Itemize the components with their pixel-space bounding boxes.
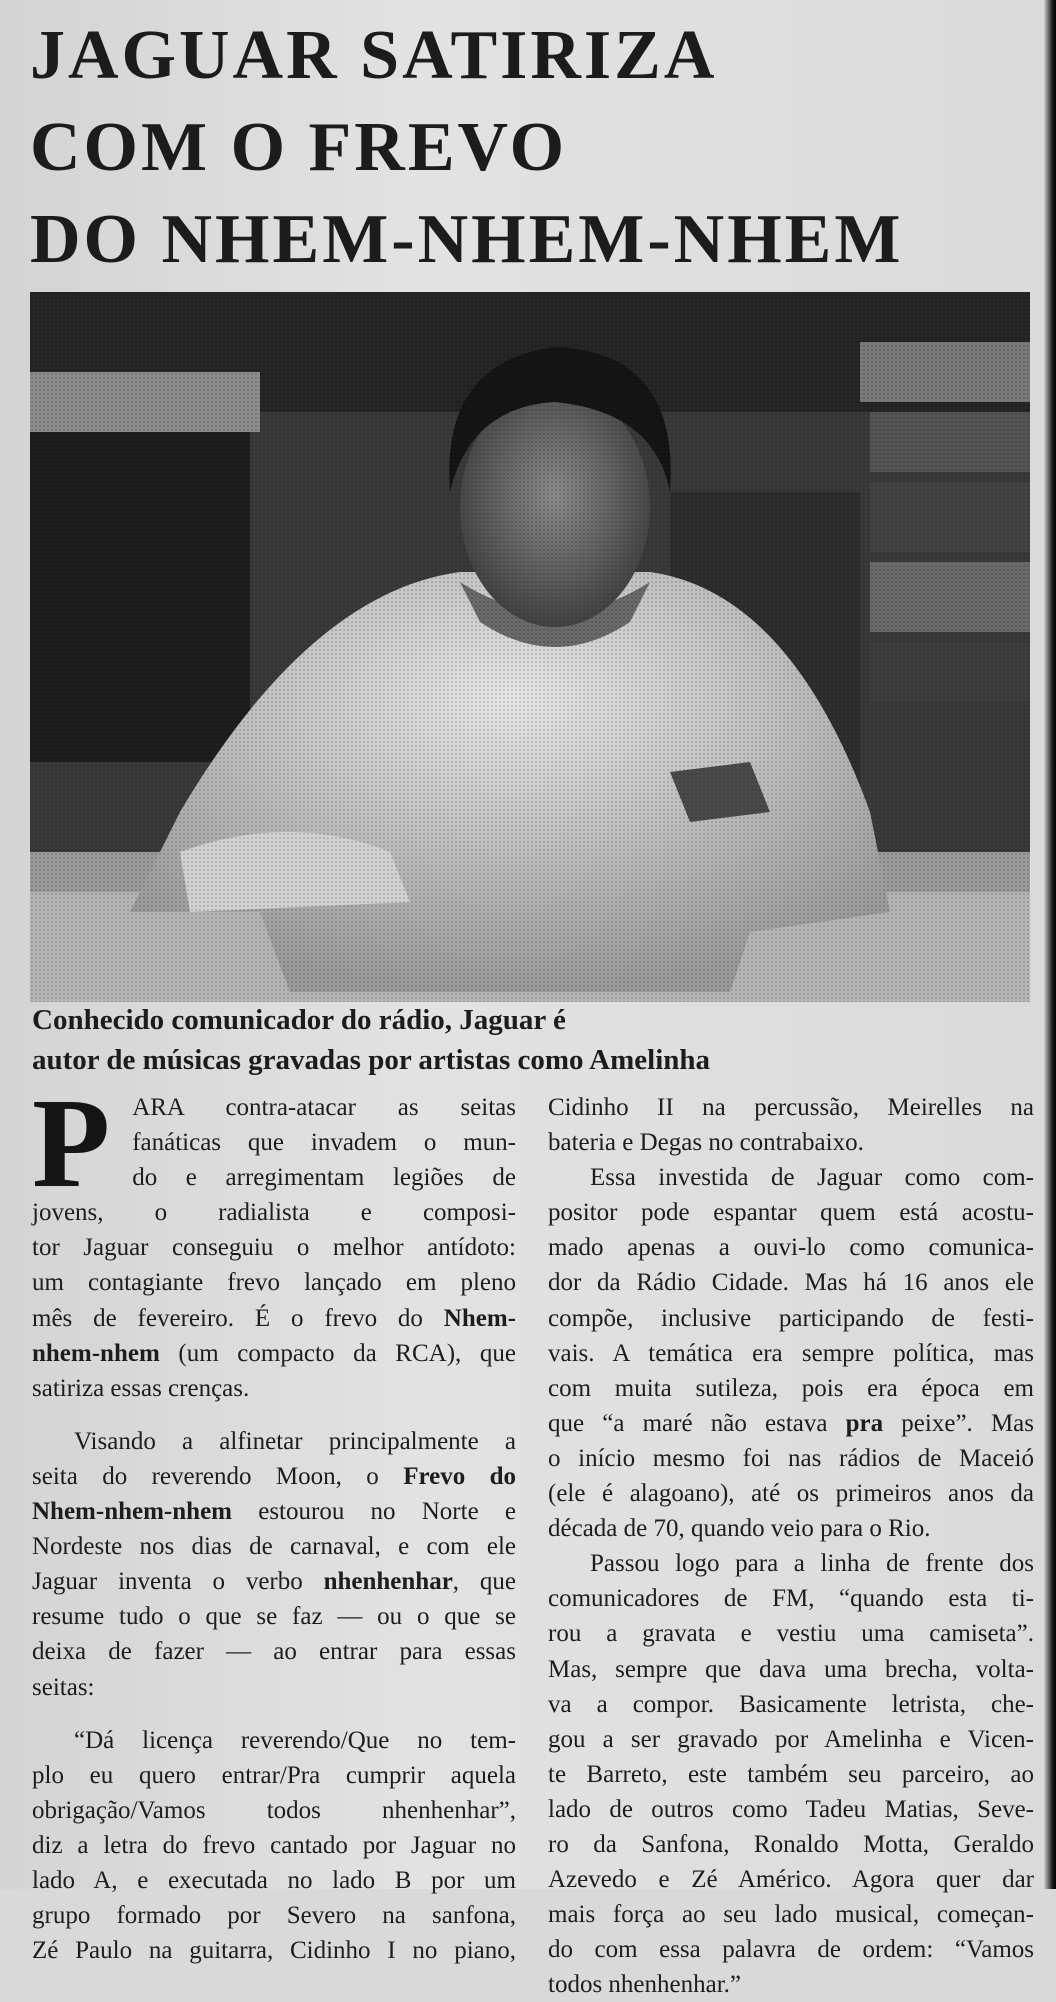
text-line: ARA contra-atacar as seitas (132, 1094, 516, 1121)
photo-caption (32, 1000, 1032, 1080)
text-line: grupo formado por Severo na sanfona, (32, 1902, 516, 1930)
text-line (32, 1459, 516, 1494)
headline (30, 10, 1020, 286)
paragraph-5 (548, 1546, 1034, 2002)
text-line: lado de outros como Tadeu Matias, Seve- (548, 1795, 1034, 1823)
text-run: que “a maré não estava (548, 1409, 846, 1437)
text-line: satiriza essas crenças. (32, 1374, 250, 1402)
text-run: mês de fevereiro. É o frevo do (32, 1304, 444, 1332)
text-line: fanáticas que invadem o mun- (132, 1129, 516, 1157)
caption-line-2: autor de músicas gravadas por artistas como Amelinha (32, 1044, 711, 1076)
paragraph-1 (32, 1072, 516, 1406)
text-line: mais força ao seu lado musical, começan- (548, 1901, 1034, 1929)
text-line: Essa investida de Jaguar como com- (590, 1164, 1034, 1192)
text-line: te Barreto, este também seu parceiro, ao (548, 1760, 1034, 1788)
text-line: Mas, sempre que dava uma brecha, volta- (548, 1655, 1034, 1683)
paragraph-2 (32, 1424, 516, 1705)
text-line: ro da Sanfona, Ronaldo Motta, Geraldo (548, 1830, 1034, 1858)
text-line: obrigação/Vamos todos nhenhenhar”, (32, 1796, 516, 1824)
text-run: estourou no Norte e (232, 1498, 516, 1526)
text-line: resume tudo o que se faz — ou o que se (32, 1603, 516, 1631)
text-line (548, 1406, 1034, 1441)
text-line: (ele é alagoano), até os primeiros anos da (548, 1480, 1034, 1508)
paragraph-3-continued (548, 1090, 1034, 1160)
text-line (32, 1301, 516, 1336)
text-run: seita do reverendo Moon, o (32, 1462, 404, 1490)
text-line: compõe, inclusive participando de festi- (548, 1304, 1034, 1332)
text-line: do com essa palavra de ordem: “Vamos (548, 1936, 1034, 1964)
headline-line-2: COM O FREVO (30, 109, 568, 186)
text-line: diz a letra do frevo cantado por Jaguar no (32, 1831, 516, 1859)
text-line: Zé Paulo na guitarra, Cidinho I no piano, (32, 1937, 516, 1965)
paragraph-3 (32, 1723, 516, 1969)
paragraph-4 (548, 1160, 1034, 1546)
photo-illustration (30, 292, 1030, 1002)
text-run-bold: Nhem- (443, 1304, 516, 1332)
headline-line-1: JAGUAR SATIRIZA (30, 17, 718, 94)
headline-line-3: DO NHEM-NHEM-NHEM (30, 201, 904, 278)
text-line: tor Jaguar conseguiu o melhor antídoto: (32, 1234, 516, 1262)
text-line: lado A, e executada no lado B por um (32, 1866, 516, 1894)
text-run: Jaguar inventa o verbo (32, 1568, 324, 1596)
text-line: seitas: (32, 1673, 95, 1701)
text-run-bold: nhem-nhem (32, 1339, 160, 1367)
page-edge-shadow (1044, 0, 1056, 1889)
text-line: Passou logo para a linha de frente dos (590, 1550, 1034, 1578)
text-line: o início mesmo foi nas rádios de Maceió (548, 1444, 1034, 1472)
text-line: rou a gravata e vestiu uma camiseta”. (548, 1620, 1034, 1648)
text-line: plo eu quero entrar/Pra cumprir aquela (32, 1761, 516, 1789)
text-line: Visando a alfinetar principalmente a (74, 1427, 516, 1455)
text-line: do e arregimentam legiões de (132, 1164, 516, 1192)
text-run: , que (452, 1568, 516, 1596)
text-line: um contagiante frevo lançado em pleno (32, 1269, 516, 1297)
text-line: Azevedo e Zé Américo. Agora quer dar (548, 1866, 1034, 1894)
text-run-bold: Nhem-nhem-nhem (32, 1498, 232, 1526)
text-run: (um compacto da RCA), que (159, 1339, 516, 1367)
text-line: dor da Rádio Cidade. Mas há 16 anos ele (548, 1269, 1034, 1297)
text-line: deixa de fazer — ao entrar para essas (32, 1638, 516, 1666)
text-run: peixe”. Mas (883, 1409, 1035, 1437)
article-column-left (32, 1072, 516, 1968)
text-line: década de 70, quando veio para o Rio. (548, 1515, 931, 1543)
text-line: gou a ser gravado por Amelinha e Vicen- (548, 1725, 1034, 1753)
text-line: Cidinho II na percussão, Meirelles na (548, 1094, 1034, 1121)
text-run-bold: pra (845, 1409, 884, 1437)
text-run-bold: nhenhenhar (323, 1568, 453, 1596)
text-line (32, 1336, 516, 1371)
text-line: com muita sutileza, pois era época em (548, 1374, 1034, 1402)
text-line: bateria e Degas no contrabaixo. (548, 1129, 864, 1157)
text-line: “Dá licença reverendo/Que no tem- (74, 1726, 516, 1754)
text-line: mado apenas a ouvi-lo como comunica- (548, 1234, 1034, 1262)
article-column-right (548, 1090, 1034, 2002)
text-run-bold: Frevo do (403, 1462, 516, 1490)
text-line: todos nhenhenhar.” (548, 1971, 742, 1999)
text-line: positor pode espantar quem está acostu- (548, 1199, 1034, 1227)
photo-jaguar (30, 292, 1030, 1002)
text-line (32, 1494, 516, 1529)
drop-cap: P (32, 1072, 111, 1214)
text-line (32, 1564, 516, 1599)
caption-line-1: Conhecido comunicador do rádio, Jaguar é (32, 1004, 566, 1036)
text-line: jovens, o radialista e composi- (32, 1199, 516, 1227)
text-line: vais. A temática era sempre política, mas (548, 1339, 1034, 1367)
text-line: comunicadores de FM, “quando esta ti- (548, 1585, 1034, 1613)
text-line: Nordeste nos dias de carnaval, e com ele (32, 1533, 516, 1561)
text-line: va a compor. Basicamente letrista, che- (548, 1690, 1034, 1718)
